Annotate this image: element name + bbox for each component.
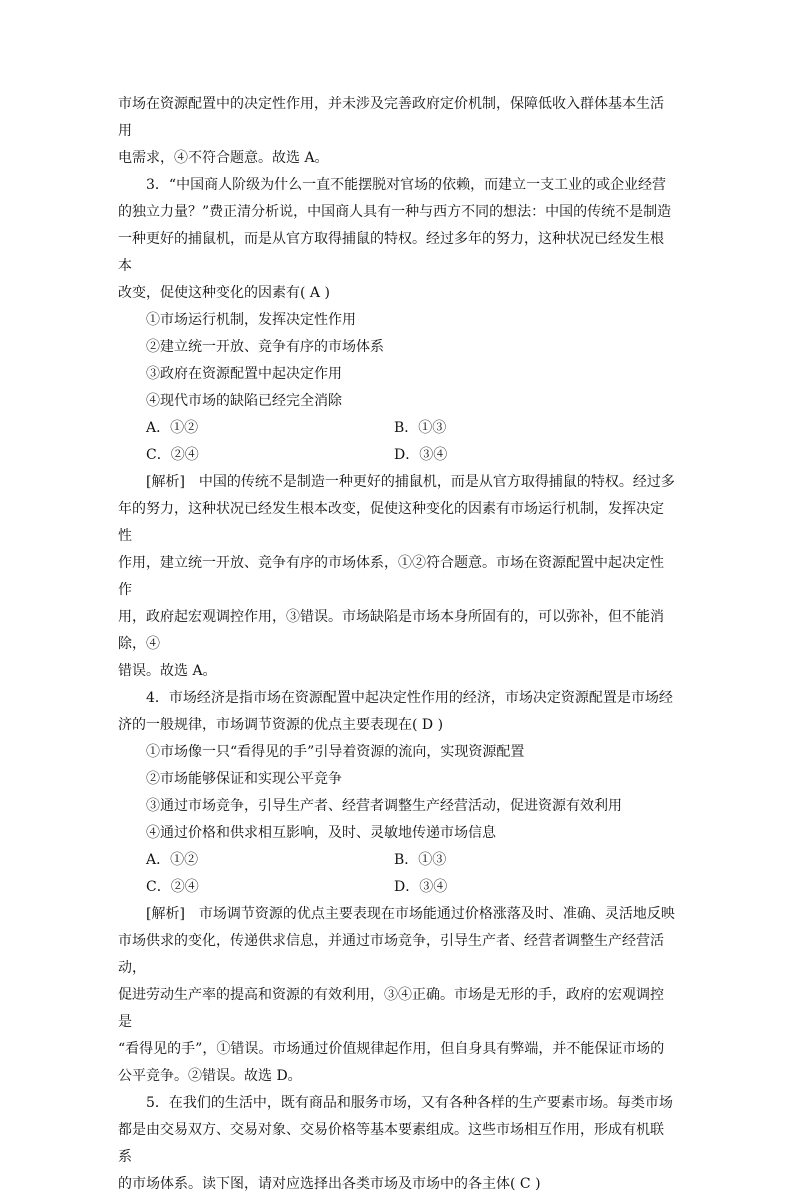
question-3-analysis: 错误。故选 A。 bbox=[118, 663, 217, 679]
question-4-statement: ④通过价格和供求相互影响，及时、灵敏地传递市场信息 bbox=[146, 825, 496, 841]
question-4-analysis: 公平竞争。②错误。故选 D。 bbox=[118, 1068, 302, 1084]
question-3-statement: ①市场运行机制，发挥决定性作用 bbox=[146, 312, 356, 328]
question-4-choices-row bbox=[118, 847, 676, 874]
question-3-analysis: [解析] 中国的传统不是制造一种更好的捕鼠机，而是从官方取得捕鼠的特权。经过多 bbox=[146, 474, 675, 490]
choice-a: A．①② bbox=[146, 852, 199, 868]
question-4-statement: ①市场像一只“看得见的手”引导着资源的流向，实现资源配置 bbox=[146, 744, 525, 760]
choice-b: B．①③ bbox=[394, 852, 447, 868]
question-3-statement: ④现代市场的缺陷已经完全消除 bbox=[146, 393, 342, 409]
question-4-stem: 济的一般规律，市场调节资源的优点主要表现在( D ) bbox=[118, 717, 444, 733]
question-5-stem: 都是由交易双方、交易对象、交易价格等基本要素组成。这些市场相互作用，形成有机联系 bbox=[118, 1122, 664, 1165]
choice-c: C．②④ bbox=[146, 447, 199, 463]
choice-a: A．①② bbox=[146, 420, 199, 436]
question-3-analysis: 年的努力，这种状况已经发生根本改变，促使这种变化的因素有市场运行机制，发挥决定性 bbox=[118, 501, 664, 544]
question-4-analysis: 促进劳动生产率的提高和资源的有效利用，③④正确。市场是无形的手，政府的宏观调控是 bbox=[118, 987, 664, 1030]
question-5-stem: 的市场体系。读下图，请对应选择出各类市场及市场中的各主体( C ) bbox=[118, 1176, 541, 1192]
text-line: 电需求，④不符合题意。故选 A。 bbox=[118, 150, 329, 166]
question-4-statement: ②市场能够保证和实现公平竞争 bbox=[146, 771, 342, 787]
question-4-analysis: [解析] 市场调节资源的优点主要表现在市场能通过价格涨落及时、准确、灵活地反映 bbox=[146, 906, 675, 922]
question-3-stem: 一种更好的捕鼠机，而是从官方取得捕鼠的特权。经过多年的努力，这种状况已经发生根本 bbox=[118, 231, 664, 274]
question-3-stem: 改变，促使这种变化的因素有( A ) bbox=[118, 285, 330, 301]
question-3-choices-row bbox=[118, 415, 676, 442]
question-5-stem: 5．在我们的生活中，既有商品和服务市场，又有各种各样的生产要素市场。每类市场 bbox=[146, 1095, 673, 1111]
question-3-stem: 的独立力量？”费正清分析说，中国商人具有一种与西方不同的想法：中国的传统不是制造 bbox=[118, 204, 672, 220]
question-4-stem: 4．市场经济是指市场在资源配置中起决定性作用的经济，市场决定资源配置是市场经 bbox=[146, 690, 673, 706]
choice-d: D．③④ bbox=[394, 447, 448, 463]
question-3-analysis: 作用，建立统一开放、竞争有序的市场体系，①②符合题意。市场在资源配置中起决定性作 bbox=[118, 555, 664, 598]
question-4-analysis: 市场供求的变化，传递供求信息，并通过市场竞争，引导生产者、经营者调整生产经营活动， bbox=[118, 933, 664, 976]
question-4-analysis: “看得见的手”，①错误。市场通过价值规律起作用，但自身具有弊端，并不能保证市场的 bbox=[118, 1041, 665, 1057]
question-3-statement: ②建立统一开放、竞争有序的市场体系 bbox=[146, 339, 384, 355]
question-4-statement: ③通过市场竞争，引导生产者、经营者调整生产经营活动，促进资源有效利用 bbox=[146, 798, 622, 814]
question-3-analysis: 用，政府起宏观调控作用，③错误。市场缺陷是市场本身所固有的，可以弥补，但不能消除，④ bbox=[118, 609, 664, 652]
question-4-choices-row bbox=[118, 874, 676, 901]
choice-d: D．③④ bbox=[394, 879, 448, 895]
choice-c: C．②④ bbox=[146, 879, 199, 895]
question-3-choices-row bbox=[118, 442, 676, 469]
choice-b: B．①③ bbox=[394, 420, 447, 436]
question-3-statement: ③政府在资源配置中起决定作用 bbox=[146, 366, 342, 382]
question-3-stem: 3．“中国商人阶级为什么一直不能摆脱对官场的依赖，而建立一支工业的或企业经营 bbox=[146, 177, 667, 193]
text-line: 市场在资源配置中的决定性作用，并未涉及完善政府定价机制，保障低收入群体基本生活用 bbox=[118, 96, 664, 139]
